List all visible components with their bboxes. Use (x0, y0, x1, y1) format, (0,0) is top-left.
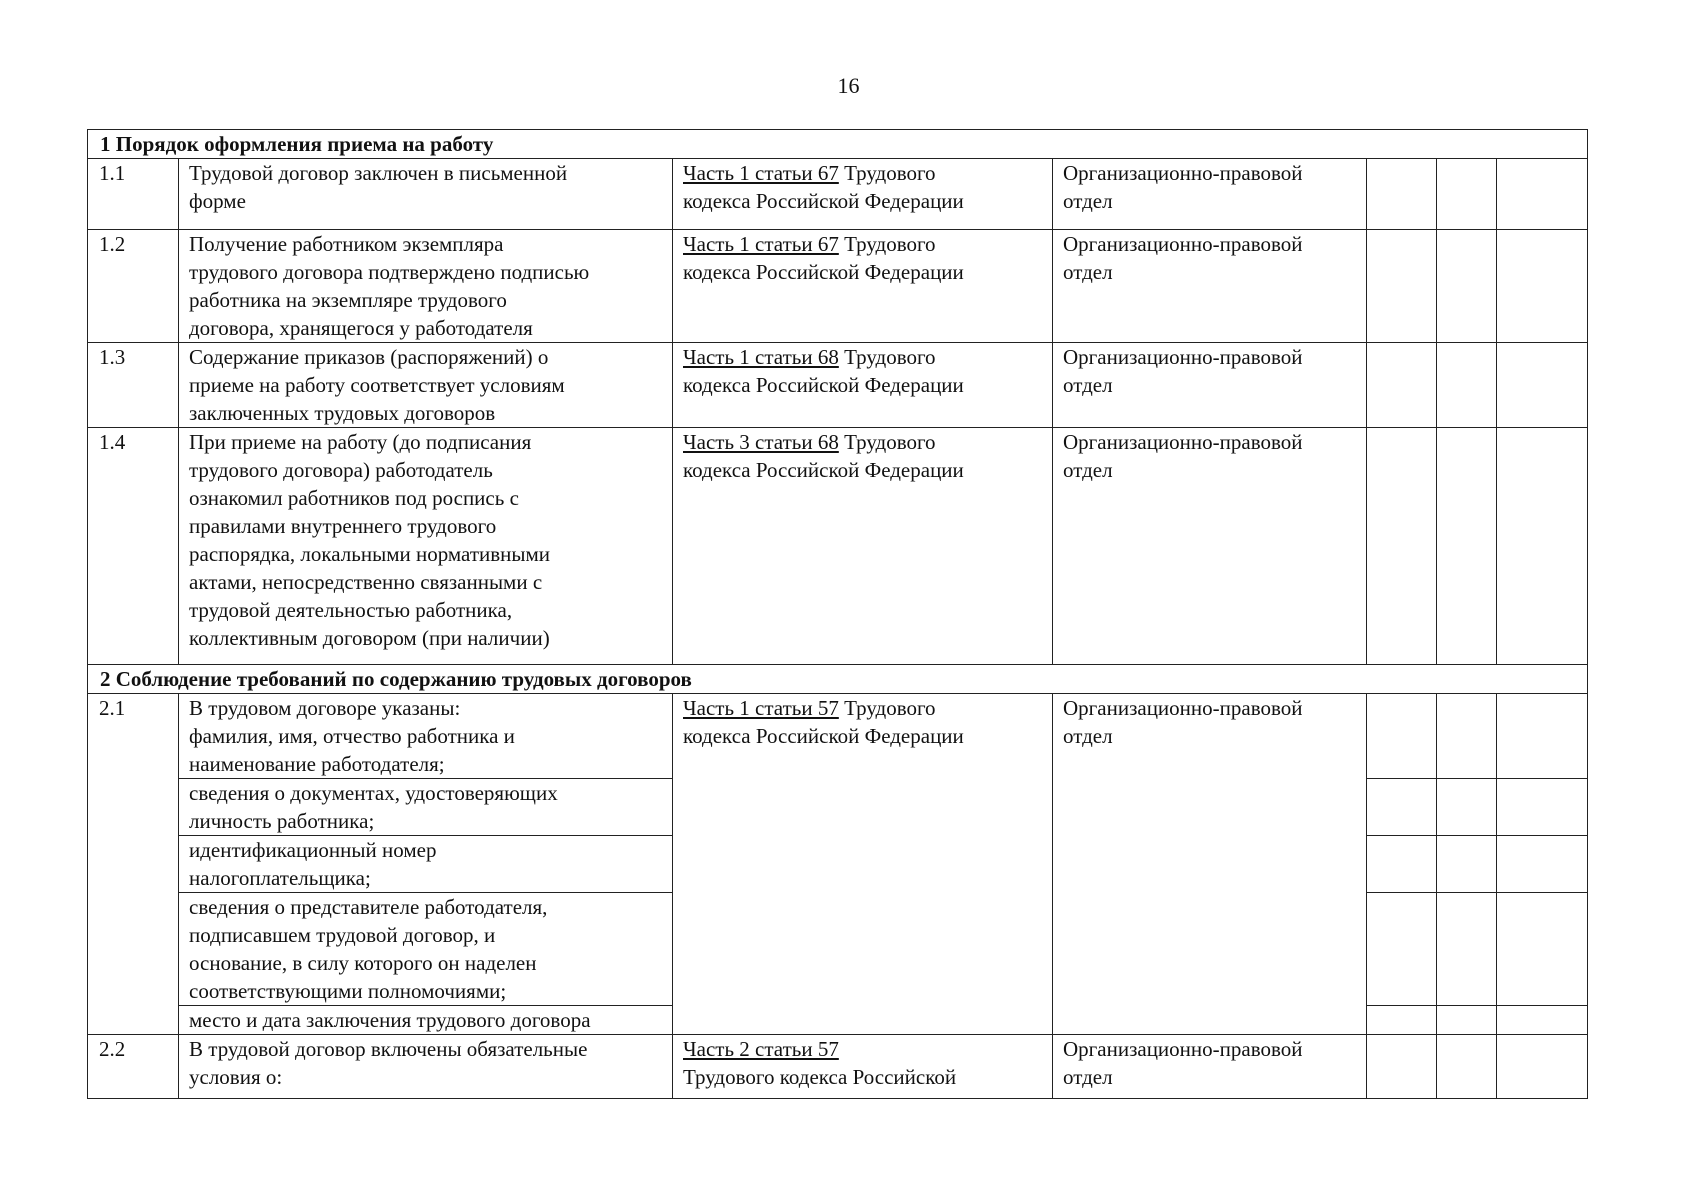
law-reference-link[interactable]: Часть 1 статьи 57 (683, 696, 839, 720)
mark-cell (1497, 1006, 1588, 1035)
mark-cell (1497, 1035, 1588, 1099)
table-row (88, 428, 1588, 665)
responsible-department: Организационно-правовой отдел (1053, 230, 1367, 343)
requirement-text: сведения о представителе работодателя, подписавшем трудовой договор, и основание, в силу которого он наделен соответствующими полномочиями; (179, 893, 673, 1006)
mark-cell (1367, 343, 1437, 428)
responsible-department: Организационно-правовой отдел (1053, 428, 1367, 665)
mark-cell (1367, 893, 1437, 1006)
mark-cell (1437, 428, 1497, 665)
section-header-row (88, 665, 1588, 694)
mark-cell (1367, 230, 1437, 343)
requirement-text: место и дата заключения трудового договора (179, 1006, 673, 1035)
legal-reference: Часть 3 статьи 68 Трудового кодекса Российской Федерации (673, 428, 1053, 665)
requirement-text: Содержание приказов (распоряжений) о приеме на работу соответствует условиям заключенных трудовых договоров (179, 343, 673, 428)
mark-cell (1367, 1006, 1437, 1035)
section-title: 2 Соблюдение требований по содержанию трудовых договоров (88, 665, 1588, 694)
law-reference-link[interactable]: Часть 1 статьи 67 (683, 161, 839, 185)
mark-cell (1437, 1035, 1497, 1099)
mark-cell (1497, 893, 1588, 1006)
mark-cell (1497, 343, 1588, 428)
item-number: 2.2 (88, 1035, 179, 1099)
table-row (88, 230, 1588, 343)
mark-cell (1437, 893, 1497, 1006)
item-number: 2.1 (88, 694, 179, 1035)
requirement-text: В трудовой договор включены обязательные условия о: (179, 1035, 673, 1099)
requirement-text: Трудовой договор заключен в письменной форме (179, 159, 673, 230)
mark-cell (1497, 836, 1588, 893)
law-reference-link[interactable]: Часть 1 статьи 67 (683, 232, 839, 256)
mark-cell (1497, 694, 1588, 779)
mark-cell (1367, 159, 1437, 230)
legal-reference: Часть 1 статьи 67 Трудового кодекса Российской Федерации (673, 230, 1053, 343)
mark-cell (1367, 1035, 1437, 1099)
mark-cell (1437, 159, 1497, 230)
responsible-department: Организационно-правовой отдел (1053, 159, 1367, 230)
requirement-text: При приеме на работу (до подписания трудового договора) работодатель ознакомил работников под роспись с правилами внутреннего трудового распорядка, локальными нормативными актами, непосредственно связанными с трудовой деятельностью работника, коллективным договором (при наличии) (179, 428, 673, 665)
table-row (88, 1035, 1588, 1099)
mark-cell (1367, 428, 1437, 665)
mark-cell (1437, 343, 1497, 428)
mark-cell (1437, 779, 1497, 836)
mark-cell (1497, 428, 1588, 665)
item-number: 1.4 (88, 428, 179, 665)
mark-cell (1437, 230, 1497, 343)
mark-cell (1367, 836, 1437, 893)
legal-reference: Часть 2 статьи 57 Трудового кодекса Российской (673, 1035, 1053, 1099)
requirement-text: В трудовом договоре указаны: фамилия, имя, отчество работника и наименование работодателя; (179, 694, 673, 779)
mark-cell (1437, 694, 1497, 779)
mark-cell (1437, 836, 1497, 893)
requirement-text: сведения о документах, удостоверяющих личность работника; (179, 779, 673, 836)
law-reference-link[interactable]: Часть 1 статьи 68 (683, 345, 839, 369)
section-title: 1 Порядок оформления приема на работу (88, 130, 1588, 159)
page-number: 16 (837, 73, 860, 98)
responsible-department: Организационно-правовой отдел (1053, 694, 1367, 1035)
requirement-text: Получение работником экземпляра трудового договора подтверждено подписью работника на экземпляре трудового договора, хранящегося у работодателя (179, 230, 673, 343)
item-number: 1.3 (88, 343, 179, 428)
mark-cell (1497, 230, 1588, 343)
legal-reference: Часть 1 статьи 68 Трудового кодекса Российской Федерации (673, 343, 1053, 428)
mark-cell (1367, 694, 1437, 779)
table-row (88, 343, 1588, 428)
law-reference-link[interactable]: Часть 2 статьи 57 (683, 1037, 839, 1061)
table-row (88, 159, 1588, 230)
legal-reference: Часть 1 статьи 67 Трудового кодекса Российской Федерации (673, 159, 1053, 230)
responsible-department: Организационно-правовой отдел (1053, 343, 1367, 428)
item-number: 1.1 (88, 159, 179, 230)
item-number: 1.2 (88, 230, 179, 343)
mark-cell (1497, 159, 1588, 230)
checklist-table (87, 129, 1588, 1099)
law-reference-link[interactable]: Часть 3 статьи 68 (683, 430, 839, 454)
mark-cell (1437, 1006, 1497, 1035)
section-header-row (88, 130, 1588, 159)
mark-cell (1367, 779, 1437, 836)
legal-reference: Часть 1 статьи 57 Трудового кодекса Российской Федерации (673, 694, 1053, 1035)
responsible-department: Организационно-правовой отдел (1053, 1035, 1367, 1099)
mark-cell (1497, 779, 1588, 836)
requirement-text: идентификационный номер налогоплательщика; (179, 836, 673, 893)
table-row (88, 694, 1588, 779)
